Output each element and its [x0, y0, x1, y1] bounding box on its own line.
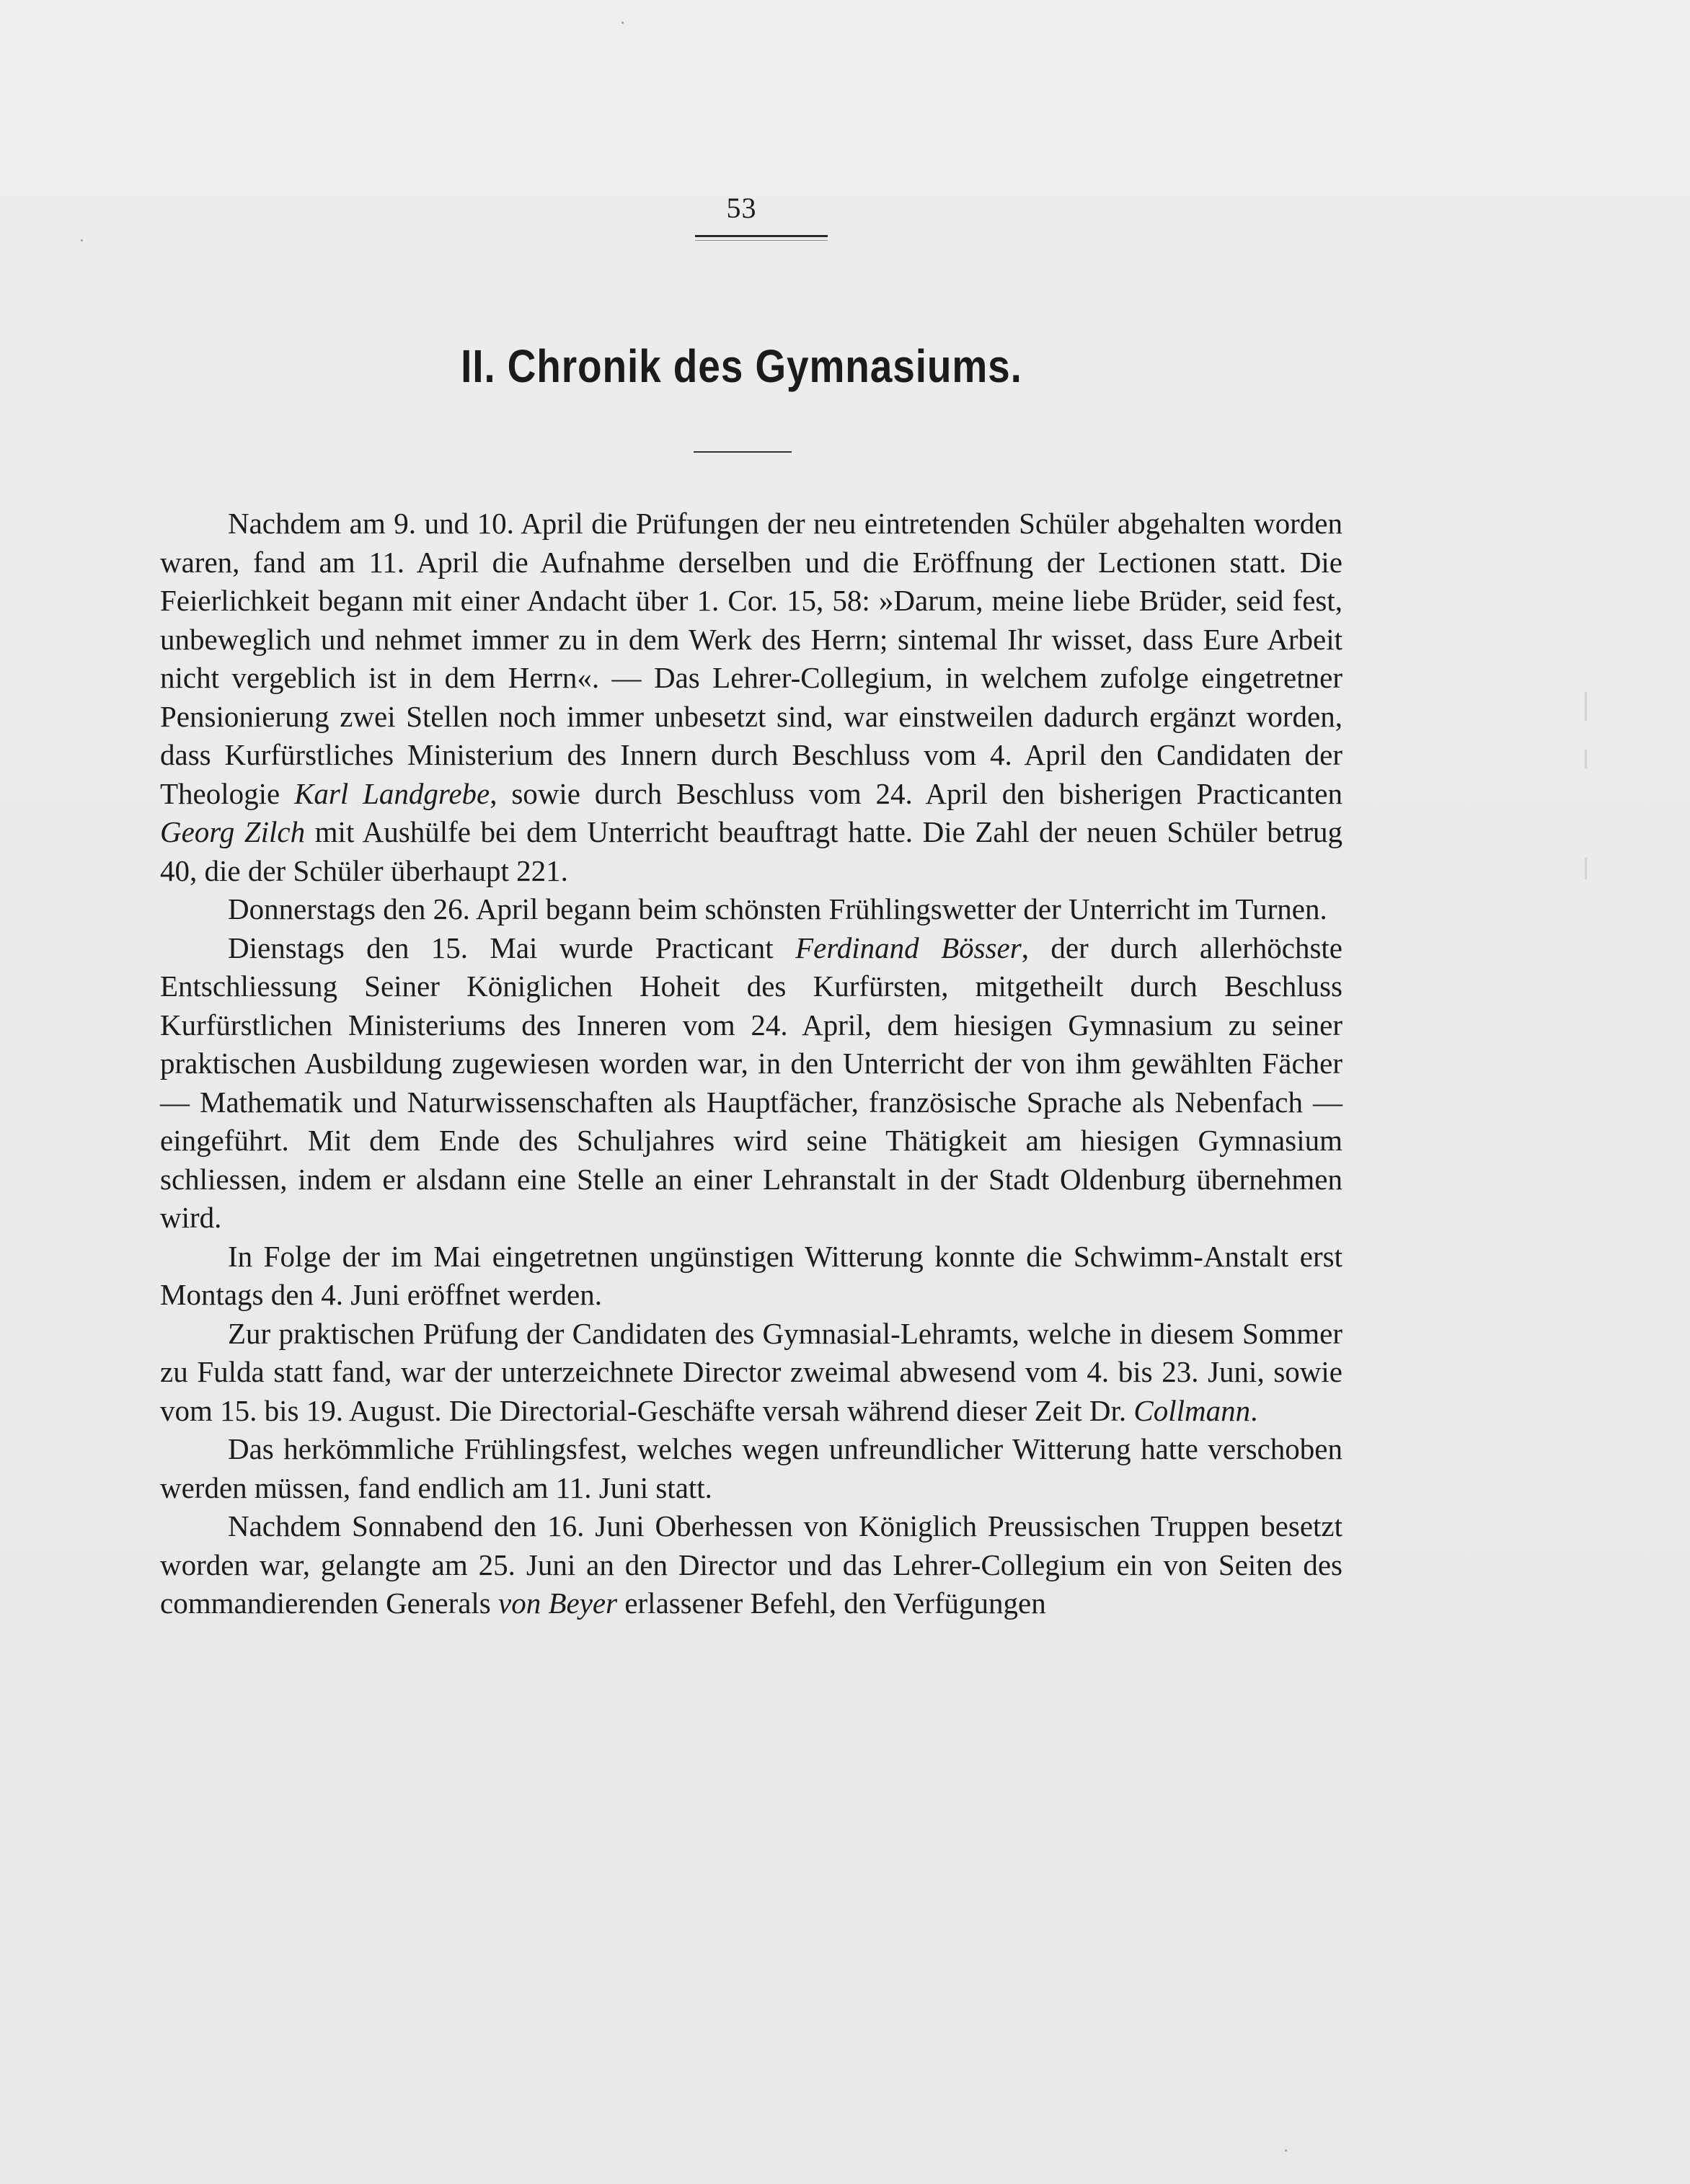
paper-speck	[621, 22, 624, 24]
text-run: .	[1250, 1393, 1258, 1427]
text-run: Zur praktischen Prüfung der Candidaten des Gymnasial-Lehramts, welche in diesem Sommer zu Fulda statt fand, war der unterzeichnete Director zweimal abwesend vom 4. bis 23. Juni, sowie vom 15. bis 19. August. Die Directorial-Geschäfte versah während dieser Zeit Dr.	[160, 1316, 1342, 1427]
text-run: erlassener Befehl, den Verfügungen	[617, 1586, 1046, 1620]
person-name: Ferdinand Bösser	[795, 931, 1022, 964]
paragraph-6	[160, 1430, 1342, 1507]
person-name: Georg Zilch	[160, 815, 306, 848]
text-run: In Folge der im Mai eingetretnen ungünstigen Witterung konnte die Schwimm-Anstalt erst Montags den 4. Juni eröffnet werden.	[160, 1239, 1342, 1311]
margin-mark	[1585, 692, 1587, 721]
text-run: , sowie durch Beschluss vom 24. April den bisherigen Practicanten	[490, 776, 1343, 810]
text-run: Nachdem am 9. und 10. April die Prüfungen der neu eintretenden Schüler abgehalten worden waren, fand am 11. April die Aufnahme derselben und die Eröffnung der Lectionen statt. Die Feierlichkeit begann mit einer Andacht über 1. Cor. 15, 58: »Darum, meine liebe Brüder, seid fest, unbeweglich und nehmet immer zu in dem Werk des Herrn; sintemal Ihr wisset, dass Eure Arbeit nicht vergeblich ist in dem Herrn«. — Das Lehrer-Collegium, in welchem zufolge eingetretner Pensionierung zwei Stellen noch immer unbesetzt sind, war einstweilen dadurch ergänzt worden, dass Kurfürstliches Ministerium des Innern durch Beschluss vom 4. April den Candidaten der Theologie	[160, 507, 1342, 810]
title-rule	[694, 451, 792, 453]
person-name: Collmann	[1133, 1393, 1251, 1427]
paper-speck	[1285, 2149, 1287, 2152]
paragraph-4	[160, 1238, 1342, 1315]
paper-speck	[81, 239, 83, 241]
paragraph-5	[160, 1315, 1342, 1431]
text-run: mit Aushülfe bei dem Unterricht beauftragt hatte. Die Zahl der neuen Schüler betrug 40, die der Schüler überhaupt 221.	[160, 815, 1342, 887]
text-run: Donnerstags den 26. April begann beim schönsten Frühlingswetter der Unterricht im Turnen.	[228, 892, 1327, 925]
text-run: , der durch allerhöchste Entschliessung Seiner Königlichen Hoheit des Kurfürsten, mitgetheilt durch Beschluss Kurfürstlichen Ministeriums des Inneren vom 24. April, dem hiesigen Gymnasium zu seiner praktischen Ausbildung zugewiesen worden war, in den Unterricht der von ihm gewählten Fächer — Mathematik und Naturwissenschaften als Hauptfächer, französische Sprache als Nebenfach — eingeführt. Mit dem Ende des Schuljahres wird seine Thätigkeit am hiesigen Gymnasium schliessen, indem er alsdann eine Stelle an einer Lehranstalt in der Stadt Oldenburg übernehmen wird.	[160, 931, 1342, 1234]
paragraph-1	[160, 505, 1342, 890]
text-run: Das herkömmliche Frühlingsfest, welches wegen unfreundlicher Witterung hatte verschoben werden müssen, fand endlich am 11. Juni statt.	[160, 1432, 1342, 1504]
paragraph-3	[160, 929, 1342, 1238]
text-run: Dienstags den 15. Mai wurde Practicant	[228, 931, 796, 964]
page-number-rule	[695, 235, 828, 237]
person-name: Karl Landgrebe	[294, 776, 490, 810]
margin-mark	[1585, 858, 1587, 879]
margin-mark	[1585, 750, 1587, 768]
page-number: 53	[726, 192, 757, 224]
page-number-rule-thin	[695, 240, 828, 241]
text-run: Nachdem Sonnabend den 16. Juni Oberhessen von Königlich Preussischen Truppen besetzt worden war, gelangte am 25. Juni an den Director und das Lehrer-Collegium ein von Seiten des commandierenden Generals	[160, 1509, 1342, 1620]
paragraph-2	[160, 890, 1342, 929]
person-name: von Beyer	[498, 1586, 618, 1620]
chapter-title: II. Chronik des Gymnasiums.	[461, 340, 1022, 392]
paragraph-7	[160, 1507, 1342, 1623]
body-text	[160, 505, 1342, 1623]
